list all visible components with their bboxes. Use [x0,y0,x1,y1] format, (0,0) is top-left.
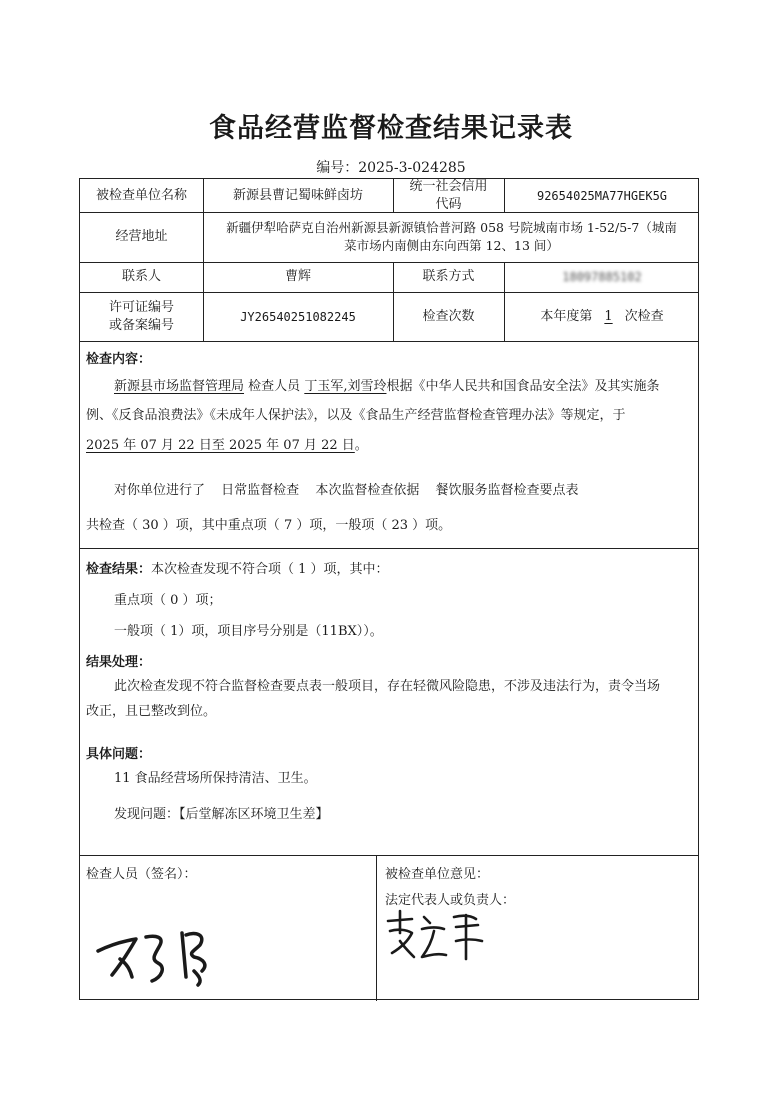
date-end: 。 [354,438,368,453]
issues-heading: 具体问题： [86,747,152,762]
contact-value: 曹辉 [284,269,311,284]
basis-doc: 餐饮服务监督检查要点表 [435,483,579,498]
record-table [79,178,699,1000]
content-heading: 检查内容： [86,352,152,367]
result-heading: 检查结果： [86,562,152,577]
address-line1: 新疆伊犁哈萨克自治州新源县新源镇恰普河路 058 号院城南市场 1-52/5-7（城南 [226,220,677,235]
result-summary: 本次检查发现不符合项（ 1 ）项，其中： [151,562,389,577]
basis-text-2: 例、《反食品浪费法》《未成年人保护法》，以及《食品生产经营监督检查管理办法》等规定，于 [86,408,626,423]
unit-name-value: 新源县曹记蜀味鲜卤坊 [232,187,363,203]
section-divider [80,855,698,856]
check-type-line [114,481,578,501]
key-items: 重点项（ 0 ）项； [114,593,222,608]
handling-line-2: 改正，且已整改到位。 [86,704,217,719]
check-type: 日常监督检查 [221,483,300,498]
license-value: JY26540251082245 [240,309,356,324]
inspection-count-value [504,292,700,341]
basis-text-1: 根据《中华人民共和国食品安全法》及其实施条 [386,379,660,394]
contact-label: 联系人 [121,269,161,284]
credit-label-line1: 统一社会信用 [409,178,488,194]
handling-heading: 结果处理： [86,655,152,670]
address-label: 经营地址 [115,229,168,244]
count-suffix: 次检查 [624,308,664,324]
license-label-line1: 许可证编号 [108,299,174,315]
credit-code-label [393,179,504,212]
check-line-prefix: 对你单位进行了 [114,483,206,498]
count-number: 1 [604,308,613,324]
section-divider [80,548,698,549]
signature-divider [376,855,377,1001]
issue-found: 发现问题：【后堂解冻区环境卫生差】 [114,807,329,822]
license-label [80,292,203,341]
legal-rep-label: 法定代表人或负责人： [385,893,516,908]
content-line-1 [114,377,659,397]
inspector-sign-label: 检查人员（签名）： [86,867,197,882]
row-divider [80,341,698,342]
phone-value-redacted: 18097885102 [562,270,642,284]
inspection-count-label: 检查次数 [422,308,475,324]
general-items: 一般项（ 1）项，项目序号分别是（11BX））。 [114,624,383,639]
basis-prefix: 本次监督检查依据 [315,483,420,498]
address-line2: 菜市场内南侧由东向西第 12、13 间） [344,238,559,253]
unit-name-label: 被检查单位名称 [95,187,187,203]
inspectors-names: 丁玉军,刘雪玲 [304,379,387,394]
phone-label: 联系方式 [422,269,475,284]
totals-line: 共检查（ 30 ）项，其中重点项（ 7 ）项，一般项（ 23 ）项。 [86,518,452,533]
inspectors-label: 检查人员 [248,379,301,394]
credit-label-line2: 代码 [435,196,462,212]
doc-no-value: 2025-3-024285 [358,160,466,176]
document-title: 食品经营监督检查结果记录表 [209,113,573,144]
credit-code-value: 92654025MA77HGEK5G [536,188,668,203]
issue-item: 11 食品经营场所保持清洁、卫生。 [114,771,317,786]
agency-name: 新源县市场监督管理局 [114,379,245,394]
result-line [86,560,389,580]
date-line [86,436,368,456]
handling-line-1: 此次检查发现不符合监督检查要点表一般项目，存在轻微风险隐患，不涉及违法行为，责令当场 [114,679,661,694]
date-range: 2025 年 07 月 22 日至 2025 年 07 月 22 日 [86,438,355,453]
unit-opinion-label: 被检查单位意见： [385,867,490,882]
count-prefix: 本年度第 [540,308,593,324]
document-number [0,157,782,177]
license-label-line2: 或备案编号 [108,317,174,333]
address-value [203,212,700,262]
legal-rep-signature [382,907,492,967]
doc-no-label: 编号： [316,160,359,176]
inspector-signature [90,919,230,989]
